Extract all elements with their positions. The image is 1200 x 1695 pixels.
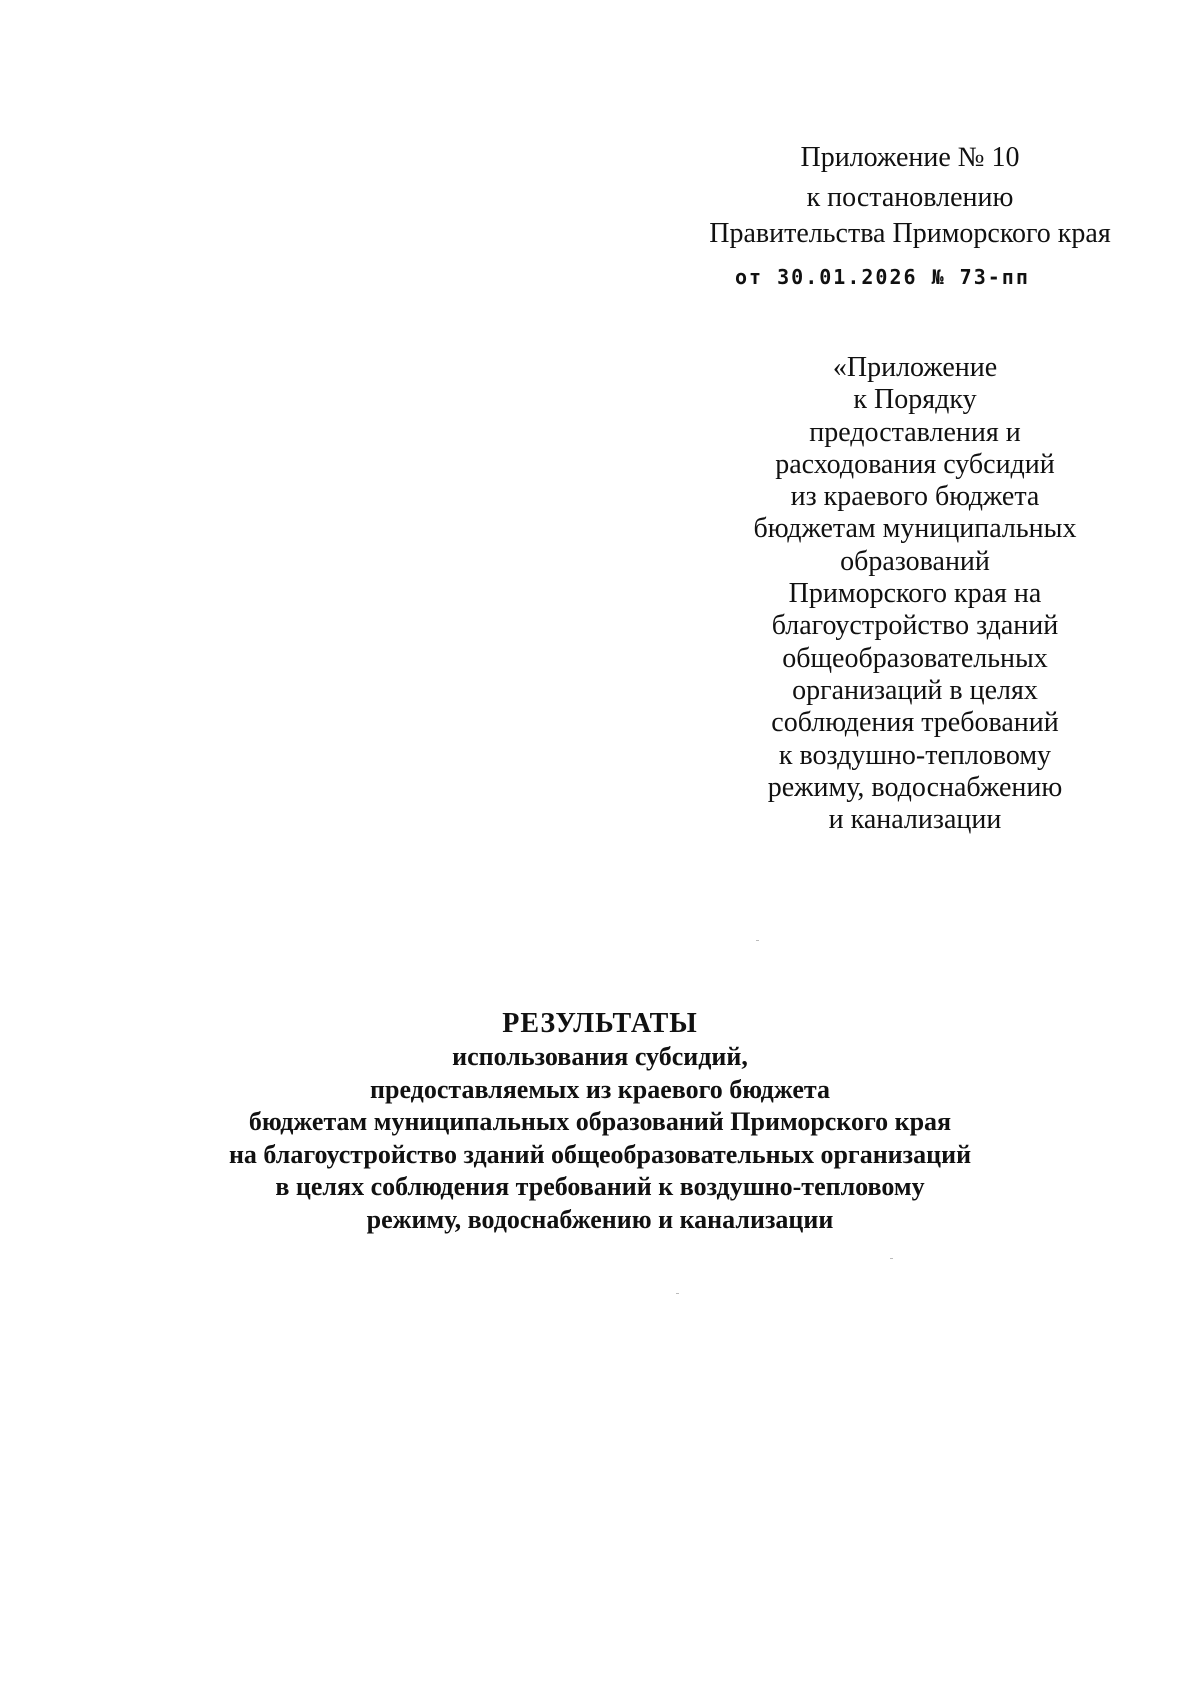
order-appendix-line: организаций в целях: [792, 674, 1038, 706]
order-appendix-line: общеобразовательных: [782, 642, 1048, 674]
order-appendix-line: из краевого бюджета: [790, 481, 1040, 513]
resolution-reference: от 30.01.2026 № 73-пп: [735, 265, 1030, 289]
order-appendix-line: расходования субсидий: [775, 448, 1055, 480]
title-line: использования субсидий,: [452, 1042, 748, 1071]
scan-speck: [890, 1258, 893, 1259]
order-appendix-line: к воздушно-тепловому: [778, 739, 1052, 771]
order-appendix-line: «Приложение: [832, 352, 998, 383]
title-line: режиму, водоснабжению и канализации: [366, 1204, 834, 1234]
title-line: на благоустройство зданий общеобразовательных организаций: [228, 1139, 972, 1169]
order-appendix-line: к Порядку: [853, 384, 977, 416]
order-appendix-line: Приморского края на: [788, 578, 1042, 610]
government-line: Правительства Приморского края: [709, 218, 1111, 249]
order-appendix-line: предоставления и: [809, 416, 1021, 448]
title-line: предоставляемых из краевого бюджета: [370, 1074, 830, 1104]
to-resolution-line: к постановлению: [806, 182, 1014, 213]
order-appendix-block: [740, 352, 1090, 836]
order-appendix-line: и канализации: [828, 804, 1002, 836]
appendix-header: [700, 140, 1120, 252]
scan-speck: [676, 1293, 679, 1294]
order-appendix-line: благоустройство зданий: [771, 610, 1059, 642]
title-heading: РЕЗУЛЬТАТЫ: [502, 1008, 698, 1039]
document-title: [100, 1007, 1100, 1236]
appendix-number: Приложение № 10: [800, 142, 1020, 173]
order-appendix-line: образований: [840, 545, 990, 577]
scan-speck: [756, 940, 759, 941]
title-line: бюджетам муниципальных образований Приморского края: [248, 1107, 952, 1136]
order-appendix-line: соблюдения требований: [771, 707, 1059, 739]
order-appendix-line: бюджетам муниципальных: [753, 513, 1077, 545]
order-appendix-line: режиму, водоснабжению: [767, 771, 1063, 803]
title-line: в целях соблюдения требований к воздушно-тепловому: [275, 1172, 925, 1201]
